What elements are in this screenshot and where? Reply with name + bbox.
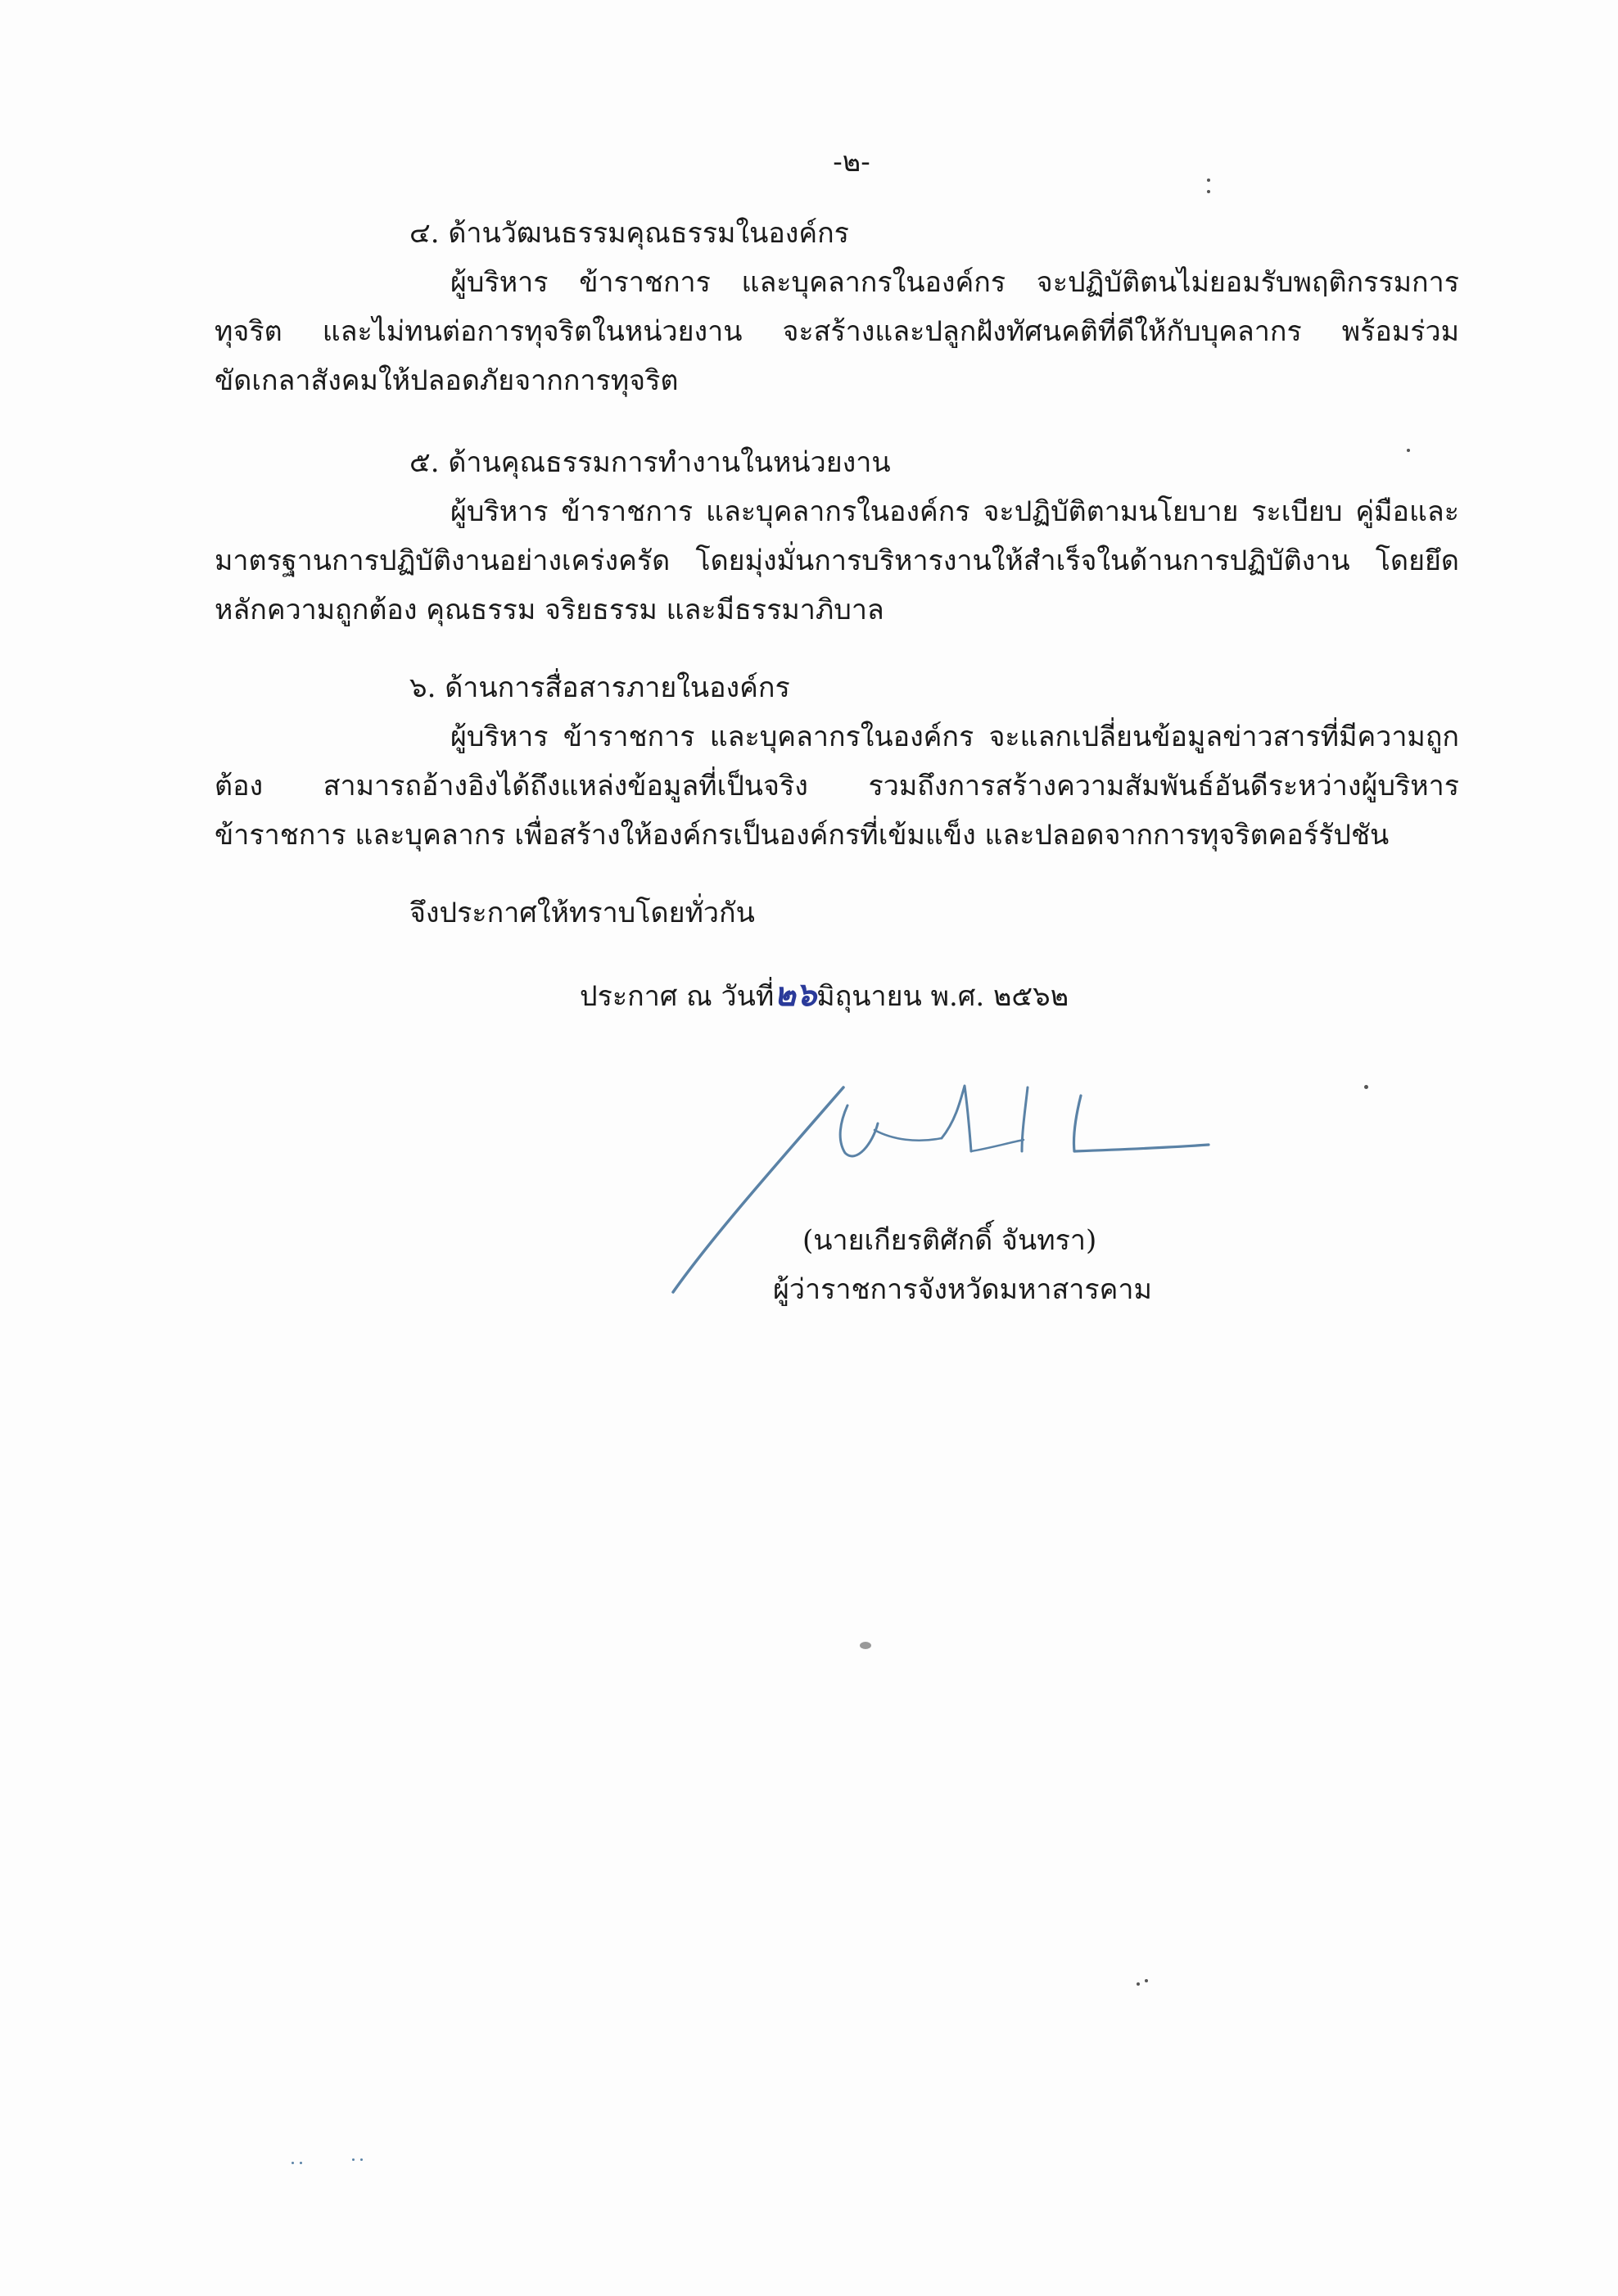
scan-speck xyxy=(1145,1979,1148,1982)
date-prefix: ประกาศ ณ วันที่ xyxy=(580,980,775,1013)
section-5 xyxy=(215,438,1459,635)
section-heading: ๖. ด้านการสื่อสารภายในองค์กร xyxy=(409,671,790,704)
section-body: ผู้บริหาร ข้าราชการ และบุคลากรในองค์กร จะแลกเปลี่ยนข้อมูลข่าวสารที่มีความถูกต้อง สามารถอ้างอิงได้ถึงแหล่งข้อมูลที่เป็นจริง รวมถึงการสร้างความสัมพันธ์อันดีระหว่างผู้บริหาร ข้าราชการ และบุคลากร เพื่อสร้างให้องค์กรเป็นองค์กรที่เข้มแข็ง และปลอดจากการทุจริตคอร์รัปชัน xyxy=(215,721,1459,852)
scan-speck xyxy=(352,2158,355,2161)
page-number: -๒- xyxy=(833,146,870,179)
scan-speck xyxy=(1207,179,1210,182)
signer-name: (นายเกียรติศักดิ์ จันทรา) xyxy=(802,1224,1097,1257)
scan-speck xyxy=(300,2162,302,2164)
scan-speck xyxy=(1207,190,1210,193)
signer-title: ผู้ว่าราชการจังหวัดมหาสารคาม xyxy=(773,1273,1152,1306)
scan-speck xyxy=(860,1642,871,1649)
section-body: ผู้บริหาร ข้าราชการ และบุคลากรในองค์กร จะปฏิบัติตามนโยบาย ระเบียบ คู่มือและมาตรฐานการปฏิบัติงานอย่างเคร่งครัด โดยมุ่งมั่นการบริหารงานให้สำเร็จในด้านการปฏิบัติงาน โดยยึดหลักความถูกต้อง คุณธรรม จริยธรรม และมีธรรมาภิบาล xyxy=(215,495,1459,626)
section-6 xyxy=(215,663,1459,860)
scan-speck xyxy=(360,2158,363,2161)
closing-statement: จึงประกาศให้ทราบโดยทั่วกัน xyxy=(409,897,755,929)
scan-speck xyxy=(1364,1085,1368,1089)
section-heading: ๔. ด้านวัฒนธรรมคุณธรรมในองค์กร xyxy=(409,217,849,250)
section-heading: ๕. ด้านคุณธรรมการทำงานในหน่วยงาน xyxy=(409,446,891,479)
section-4 xyxy=(215,209,1459,405)
section-body: ผู้บริหาร ข้าราชการ และบุคลากรในองค์กร จะปฏิบัติตนไม่ยอมรับพฤติกรรมการทุจริต และไม่ทนต่อการทุจริตในหน่วยงาน จะสร้างและปลูกฝังทัศนคติที่ดีให้กับบุคลากร พร้อมร่วมขัดเกลาสังคมให้ปลอดภัยจากการทุจริต xyxy=(215,266,1459,397)
announcement-date xyxy=(580,970,1069,1021)
handwritten-day: ๒๖ xyxy=(774,976,817,1014)
date-suffix: มิถุนายน พ.ศ. ๒๕๖๒ xyxy=(816,980,1069,1013)
scan-speck xyxy=(292,2162,294,2164)
scan-speck xyxy=(1137,1982,1140,1986)
scan-speck xyxy=(1407,449,1410,452)
